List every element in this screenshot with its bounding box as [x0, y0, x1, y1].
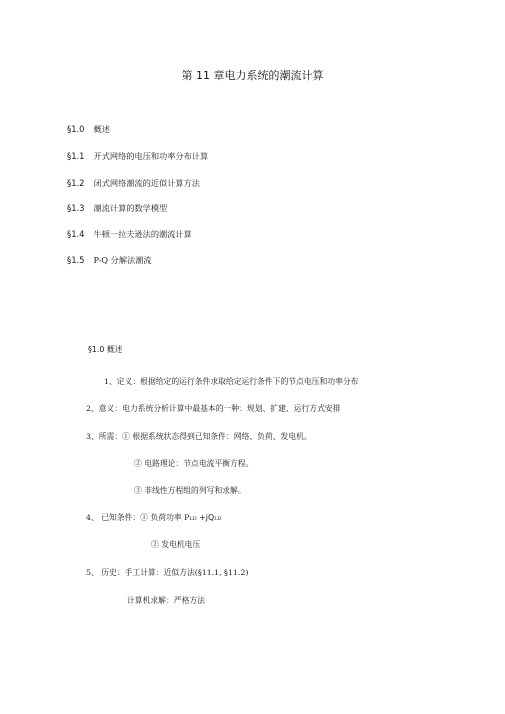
toc-item: §1.1 开式网络的电压和功率分布计算 — [67, 151, 209, 161]
significance-line: 2、意义：电力系统分析计算中最基本的一种：规划、扩建、运行方式安排 — [86, 404, 341, 413]
chapter-title: 第 11 章电力系统的潮流计算 — [181, 69, 324, 82]
definition-line: 1、定义：根据给定的运行条件求取给定运行条件下的节点电压和功率分布 — [104, 377, 359, 386]
requirements-line: 3、所需：① 根据系统状态得到已知条件：网络、负荷、发电机。 — [86, 432, 312, 441]
section-heading: §1.0 概述 — [88, 345, 123, 354]
toc-item: §1.5 P-Q 分解法潮流 — [67, 255, 152, 265]
known-conditions-item: ② 发电机电压 — [151, 540, 201, 549]
toc-item: §1.2 闭式网络潮流的近似计算方法 — [67, 178, 200, 188]
history-item: 计算机求解：严格方法 — [127, 596, 205, 605]
toc-item: §1.4 牛顿一拉夫逊法的潮流计算 — [67, 229, 192, 239]
requirement-item: ③ 非线性方程组的列写和求解。 — [134, 486, 246, 495]
history-line: 5、 历史：手工计算：近似方法(§11.1, §11.2) — [86, 568, 249, 577]
toc-item: §1.3 潮流计算的数学模型 — [67, 203, 168, 213]
requirement-item: ② 电路理论：节点电流平衡方程。 — [134, 459, 254, 468]
toc-item: §1.0 概述 — [67, 124, 110, 134]
known-conditions-line: 4、 已知条件：① 负荷功率 PLD +jQLD — [86, 513, 222, 522]
